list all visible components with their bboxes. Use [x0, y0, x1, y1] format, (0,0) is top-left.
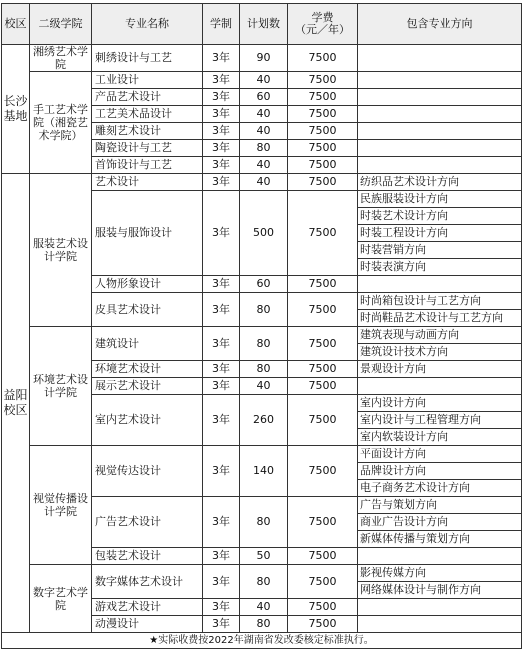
major-plan: 60 [240, 276, 288, 293]
major-name: 陶瓷设计与工艺 [92, 140, 203, 157]
major-fee: 7500 [288, 106, 358, 123]
major-duration: 3年 [203, 276, 240, 293]
college-name: 湘绣艺术学院 [30, 45, 92, 72]
major-name: 雕刻艺术设计 [92, 123, 203, 140]
major-plan: 60 [240, 89, 288, 106]
major-fee: 7500 [288, 361, 358, 378]
major-plan: 80 [240, 361, 288, 378]
major-fee: 7500 [288, 157, 358, 174]
table-row [2, 565, 522, 582]
major-plan: 90 [240, 45, 288, 72]
major-duration: 3年 [203, 395, 240, 446]
major-plan: 80 [240, 497, 288, 548]
major-plan: 80 [240, 140, 288, 157]
major-fee: 7500 [288, 293, 358, 327]
header-fee-line2: （元／年） [295, 23, 350, 36]
college-name: 数字艺术学院 [30, 565, 92, 633]
major-name: 皮具艺术设计 [92, 293, 203, 327]
major-duration: 3年 [203, 123, 240, 140]
direction-empty [358, 599, 522, 616]
major-fee: 7500 [288, 140, 358, 157]
direction-empty [358, 72, 522, 89]
major-duration: 3年 [203, 89, 240, 106]
major-name: 数字媒体艺术设计 [92, 565, 203, 599]
direction-item: 时装营销方向 [358, 242, 522, 259]
direction-item: 室内软装设计方向 [358, 429, 522, 446]
major-fee: 7500 [288, 327, 358, 361]
major-fee: 7500 [288, 45, 358, 72]
direction-item: 时尚箱包设计与工艺方向 [358, 293, 522, 310]
table-row [2, 72, 522, 89]
major-plan: 40 [240, 106, 288, 123]
direction-item: 广告与策划方向 [358, 497, 522, 514]
direction-item: 电子商务艺术设计方向 [358, 480, 522, 497]
major-name: 刺绣设计与工艺 [92, 45, 203, 72]
footnote-row [2, 633, 522, 649]
major-duration: 3年 [203, 106, 240, 123]
header-row [2, 4, 522, 45]
direction-item: 网络媒体设计与制作方向 [358, 582, 522, 599]
direction-empty [358, 140, 522, 157]
major-fee: 7500 [288, 565, 358, 599]
major-name: 视觉传达设计 [92, 446, 203, 497]
header-plan: 计划数 [240, 4, 288, 45]
direction-empty [358, 89, 522, 106]
major-name: 工艺美术品设计 [92, 106, 203, 123]
major-plan: 80 [240, 327, 288, 361]
major-fee: 7500 [288, 599, 358, 616]
major-plan: 40 [240, 157, 288, 174]
major-duration: 3年 [203, 378, 240, 395]
major-plan: 40 [240, 123, 288, 140]
major-duration: 3年 [203, 174, 240, 191]
major-fee: 7500 [288, 191, 358, 276]
campus-name: 益阳校区 [2, 174, 30, 633]
major-name: 游戏艺术设计 [92, 599, 203, 616]
major-plan: 50 [240, 548, 288, 565]
header-fee-line1: 学费 [311, 11, 334, 24]
major-fee: 7500 [288, 276, 358, 293]
major-plan: 40 [240, 174, 288, 191]
footnote: ★实际收费按2022年湖南省发改委核定标准执行。 [2, 633, 522, 649]
major-plan: 40 [240, 378, 288, 395]
enrollment-table-container [1, 3, 521, 666]
direction-item: 时装表演方向 [358, 259, 522, 276]
direction-empty [358, 616, 522, 633]
college-name: 环境艺术设计学院 [30, 327, 92, 446]
major-plan: 80 [240, 616, 288, 633]
table-row [2, 45, 522, 72]
major-duration: 3年 [203, 45, 240, 72]
direction-empty [358, 157, 522, 174]
direction-item: 纺织品艺术设计方向 [358, 174, 522, 191]
campus-name: 长沙基地 [2, 45, 30, 174]
major-plan: 500 [240, 191, 288, 276]
major-plan: 260 [240, 395, 288, 446]
direction-item: 时装艺术设计方向 [358, 208, 522, 225]
enrollment-table [1, 3, 522, 649]
direction-empty [358, 123, 522, 140]
major-fee: 7500 [288, 378, 358, 395]
header-fee [288, 4, 358, 45]
direction-item: 景观设计方向 [358, 361, 522, 378]
header-major: 专业名称 [92, 4, 203, 45]
header-directions: 包含专业方向 [358, 4, 522, 45]
major-name: 人物形象设计 [92, 276, 203, 293]
major-fee: 7500 [288, 72, 358, 89]
major-duration: 3年 [203, 599, 240, 616]
major-plan: 80 [240, 565, 288, 599]
major-duration: 3年 [203, 327, 240, 361]
major-name: 室内艺术设计 [92, 395, 203, 446]
major-duration: 3年 [203, 497, 240, 548]
direction-item: 室内设计方向 [358, 395, 522, 412]
major-name: 环境艺术设计 [92, 361, 203, 378]
major-duration: 3年 [203, 140, 240, 157]
table-row [2, 327, 522, 344]
major-name: 服装与服饰设计 [92, 191, 203, 276]
header-campus: 校区 [2, 4, 30, 45]
major-duration: 3年 [203, 565, 240, 599]
major-name: 首饰设计与工艺 [92, 157, 203, 174]
direction-item: 室内设计与工程管理方向 [358, 412, 522, 429]
major-name: 展示艺术设计 [92, 378, 203, 395]
direction-item: 商业广告设计方向 [358, 514, 522, 531]
major-fee: 7500 [288, 616, 358, 633]
direction-item: 新媒体传播与策划方向 [358, 531, 522, 548]
header-duration: 学制 [203, 4, 240, 45]
major-fee: 7500 [288, 89, 358, 106]
major-duration: 3年 [203, 293, 240, 327]
major-fee: 7500 [288, 174, 358, 191]
header-college: 二级学院 [30, 4, 92, 45]
major-duration: 3年 [203, 616, 240, 633]
direction-item: 建筑表现与动画方向 [358, 327, 522, 344]
major-name: 工业设计 [92, 72, 203, 89]
direction-empty [358, 378, 522, 395]
direction-empty [358, 276, 522, 293]
direction-item: 品牌设计方向 [358, 463, 522, 480]
table-body [2, 45, 522, 633]
direction-empty [358, 45, 522, 72]
major-duration: 3年 [203, 548, 240, 565]
major-duration: 3年 [203, 361, 240, 378]
major-duration: 3年 [203, 157, 240, 174]
direction-empty [358, 106, 522, 123]
major-fee: 7500 [288, 395, 358, 446]
college-name: 手工艺术学院（湘瓷艺术学院） [30, 72, 92, 174]
major-plan: 140 [240, 446, 288, 497]
college-name: 服装艺术设计学院 [30, 174, 92, 327]
major-fee: 7500 [288, 446, 358, 497]
direction-empty [358, 548, 522, 565]
direction-item: 建筑设计技术方向 [358, 344, 522, 361]
major-plan: 40 [240, 599, 288, 616]
direction-item: 影视传媒方向 [358, 565, 522, 582]
major-name: 广告艺术设计 [92, 497, 203, 548]
direction-item: 民族服装设计方向 [358, 191, 522, 208]
major-duration: 3年 [203, 72, 240, 89]
direction-item: 时尚鞋品艺术设计与工艺方向 [358, 310, 522, 327]
major-name: 包装艺术设计 [92, 548, 203, 565]
major-fee: 7500 [288, 123, 358, 140]
major-duration: 3年 [203, 191, 240, 276]
major-name: 艺术设计 [92, 174, 203, 191]
direction-item: 平面设计方向 [358, 446, 522, 463]
major-fee: 7500 [288, 548, 358, 565]
major-plan: 80 [240, 293, 288, 327]
major-duration: 3年 [203, 446, 240, 497]
college-name: 视觉传播设计学院 [30, 446, 92, 565]
table-row [2, 174, 522, 191]
major-name: 建筑设计 [92, 327, 203, 361]
major-plan: 40 [240, 72, 288, 89]
major-fee: 7500 [288, 497, 358, 548]
major-name: 产品艺术设计 [92, 89, 203, 106]
table-row [2, 446, 522, 463]
major-name: 动漫设计 [92, 616, 203, 633]
direction-item: 时装工程设计方向 [358, 225, 522, 242]
